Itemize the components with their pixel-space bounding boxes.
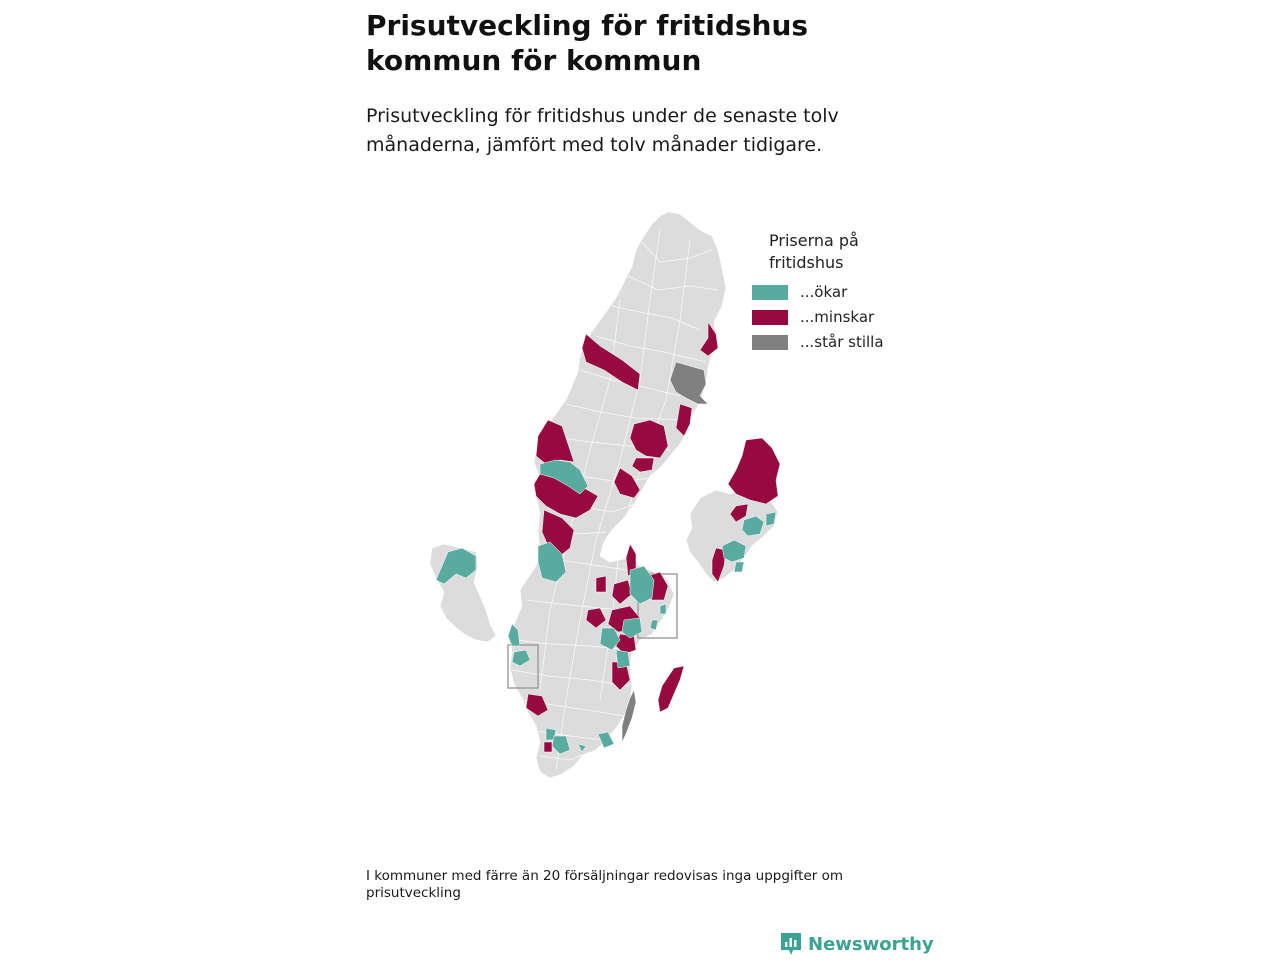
map-gotland bbox=[658, 666, 684, 712]
legend-title: Priserna på fritidshus bbox=[769, 231, 859, 272]
legend-item-increasing bbox=[752, 280, 932, 304]
legend-swatch-decreasing bbox=[752, 310, 788, 325]
legend-label-increasing: ...ökar bbox=[800, 283, 848, 301]
legend-item-decreasing bbox=[752, 305, 932, 329]
brand-name: Newsworthy bbox=[808, 933, 934, 955]
legend-label-decreasing: ...minskar bbox=[800, 308, 875, 326]
legend-swatch-increasing bbox=[752, 285, 788, 300]
legend-item-unchanged bbox=[752, 330, 932, 354]
chart-title: Prisutveckling för fritidshus kommun för kommun bbox=[366, 9, 809, 77]
chart-subtitle: Prisutveckling för fritidshus under de senaste tolv månaderna, jämfört med tolv månader tidigare. bbox=[366, 105, 839, 156]
footnote: I kommuner med färre än 20 försäljningar redovisas inga uppgifter om prisutveckling bbox=[366, 868, 844, 901]
map-legend bbox=[752, 230, 932, 355]
bar-chart-icon bbox=[780, 932, 802, 956]
legend-swatch-unchanged bbox=[752, 335, 788, 350]
brand-logo[interactable] bbox=[780, 932, 934, 956]
legend-label-unchanged: ...står stilla bbox=[800, 333, 884, 351]
